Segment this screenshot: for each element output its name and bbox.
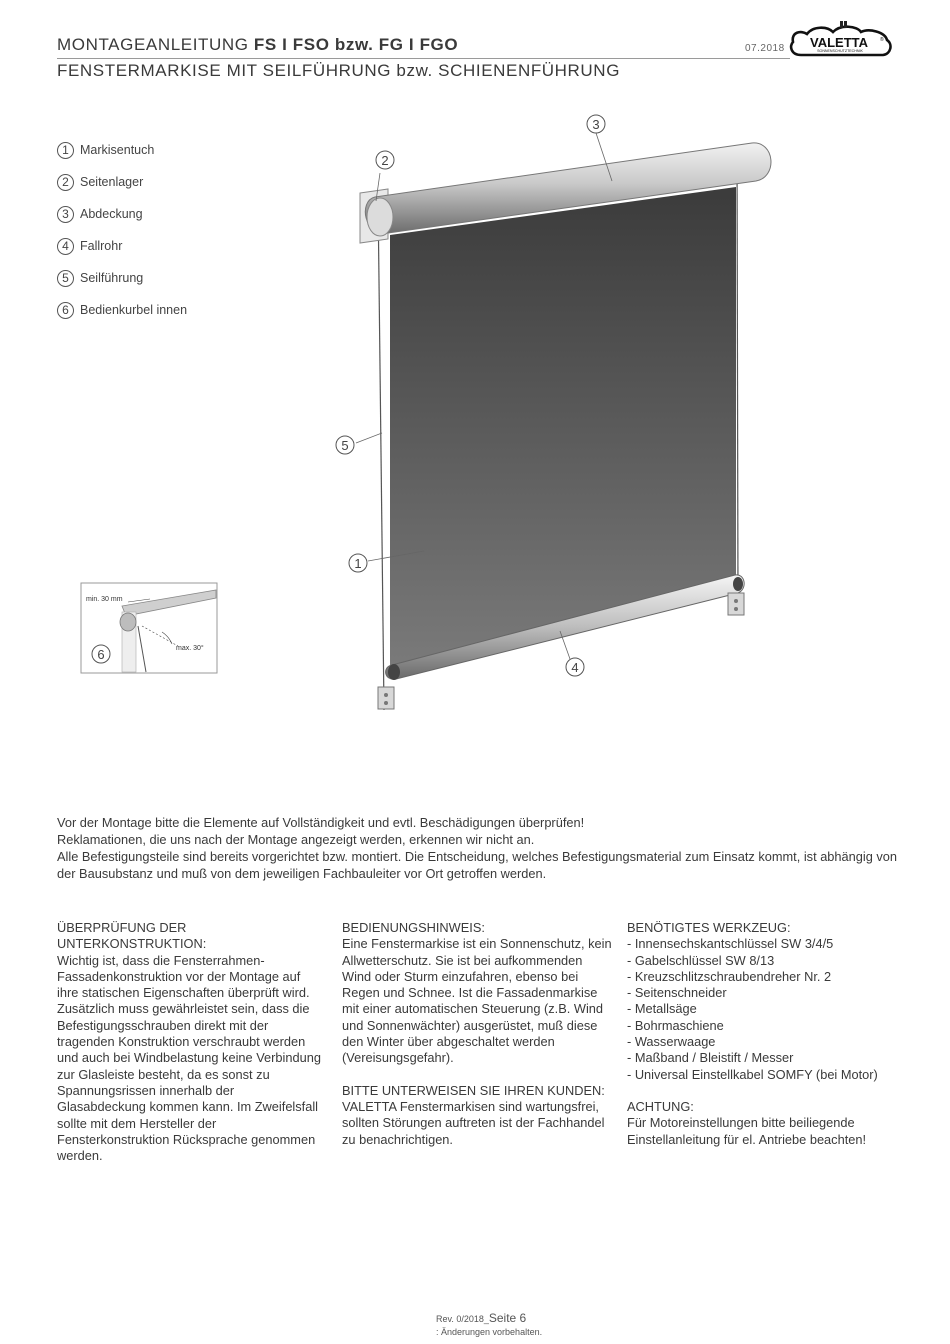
detail-max-label: max. 30° [176,645,204,652]
bottom-bar-endcap-left [388,664,400,680]
awning-illustration [320,105,800,725]
tool-item: - Gabelschlüssel SW 8/13 [627,952,775,968]
legend-item [57,230,187,262]
section-substructure [57,920,322,1164]
svg-text:3: 3 [592,117,600,132]
section-heading: BITTE UNTERWEISEN SIE IHREN KUNDEN: [342,1082,605,1098]
section-body: Für Motoreinstellungen bitte beiliegende Einstellanleitung für el. Antriebe beachten! [627,1115,867,1147]
callout-4 [566,658,584,676]
svg-text:6: 6 [97,647,105,662]
legend-item [57,134,187,166]
legend-number: 3 [57,206,74,223]
bottom-bracket-right [728,593,744,615]
callout-3 [587,115,605,133]
section-body: Wichtig ist, dass die Fensterrahmen-Fassadenkonstruktion vor der Montage auf ihre statischen Eigenschaften überprüft wird. Zusätzlich muss gewährleistet sein, dass die Befestigungsschrauben direkt mit der tragenden Konstruktion verschraubt werden und auch bei Windbelastung keine Verbindung zur Glasleiste besteht, da es sonst zu Spannungsrissen innerhalb der Glasabdeckung kommen kann. Im Zweifelsfall sollte mit dem Hersteller der Fensterkonstruktion Rücksprache genommen werden. [57,952,321,1164]
cassette-endcap [367,198,393,236]
legend-item [57,262,187,294]
legend-label: Seitenlager [80,175,144,189]
legend-item [57,294,187,326]
tool-item: - Kreuzschlitzschraubendreher Nr. 2 [627,968,832,984]
bottom-bar-endcap-right [733,577,743,591]
page-footer [436,1311,526,1325]
bottom-bracket-left [378,687,394,709]
guide-cable-left [378,195,384,710]
legend-number: 2 [57,174,74,191]
legend-label: Bedienkurbel innen [80,303,188,317]
section-heading: BENÖTIGTES WERKZEUG: [627,920,791,935]
parts-legend [57,134,187,326]
footer-rev: Rev. 0/2018_ [436,1314,489,1324]
tool-item: - Innensechskantschlüssel SW 3/4/5 [627,936,834,952]
intro-line: Alle Befestigungsteile sind bereits vorgerichtet bzw. montiert. Die Entscheidung, welches Befestigungsmaterial zum Einsatz kommt, ist abhängig von der Bausubstanz und muß von dem jeweiligen Fachbauleiter vor Ort getroffen werden. [57,849,898,881]
tool-item: - Seitenschneider [627,985,727,1001]
svg-text:4: 4 [571,660,579,675]
section-heading: BEDIENUNGSHINWEIS: [342,920,485,935]
svg-text:2: 2 [381,153,389,168]
tool-item: - Bohrmaschiene [627,1017,724,1033]
legend-number: 1 [57,142,74,159]
legend-item [57,166,187,198]
tool-item: - Maßband / Bleistift / Messer [627,1050,794,1066]
intro-line: Reklamationen, die uns nach der Montage angezeigt werden, erkennen wir nicht an. [57,832,535,847]
logo-registered: ® [880,37,884,43]
logo-text: VALETTA [809,35,869,50]
callout-2 [376,151,394,169]
tool-item: - Wasserwaage [627,1034,716,1050]
callout-6 [92,645,110,663]
legend-label: Markisentuch [80,143,155,157]
legend-number: 4 [57,238,74,255]
svg-text:1: 1 [354,556,362,571]
document-subtitle: FENSTERMARKISE MIT SEILFÜHRUNG bzw. SCHIENENFÜHRUNG [57,61,621,80]
intro-line: Vor der Montage bitte die Elemente auf Vollständigkeit und evtl. Beschädigungen überprüfen! [57,815,585,830]
section-body: Eine Fenstermarkise ist ein Sonnenschutz, kein Allwetterschutz. Sie ist bei aufkommenden Wind oder Sturm einzufahren, ebenso bei Regen und Schnee. Ist die Fassadenmarkise mit einer automatischen Steuerung (z.B. Wind und Sonnenwächter) ausgerüstet, muß diese den Winter über abgeschaltet werden (Vereisungsgefahr). [342,936,612,1066]
legend-label: Fallrohr [80,239,123,253]
section-body: VALETTA Fenstermarkisen sind wartungsfrei, sollten Störungen auftreten ist der Fachhandel zu benachrichtigen. [342,1098,605,1147]
legend-label: Abdeckung [80,207,143,221]
guide-cable-right [737,145,738,605]
detail-min-label: min. 30 mm [86,596,123,603]
svg-text:5: 5 [341,438,349,453]
page-number: Seite 6 [488,1311,527,1325]
header-rule [57,58,790,59]
section-tools [627,920,907,1148]
legend-item [57,198,187,230]
tool-item: - Metallsäge [627,1001,697,1017]
document-title: MONTAGEANLEITUNG FS I FSO bzw. FG I FGO [57,35,459,54]
logo-tagline: SONNENSCHUTZTECHNIK [817,49,863,53]
section-heading: ÜBERPRÜFUNG DER UNTERKONSTRUKTION: [57,920,207,952]
document-date: 07.2018 [745,43,785,54]
legend-label: Seilführung [80,271,144,285]
section-heading: ACHTUNG: [627,1098,694,1114]
intro-notes [57,814,902,882]
footer-note: : Änderungen vorbehalten. [436,1327,543,1337]
legend-number: 5 [57,270,74,287]
tool-item: - Universal Einstellkabel SOMFY (bei Motor) [627,1066,878,1082]
callout-1 [349,554,367,572]
legend-number: 6 [57,302,74,319]
section-operating-note [342,920,612,1148]
crank-detail-illustration [80,582,218,674]
valetta-logo [787,20,895,60]
callout-5 [336,436,354,454]
